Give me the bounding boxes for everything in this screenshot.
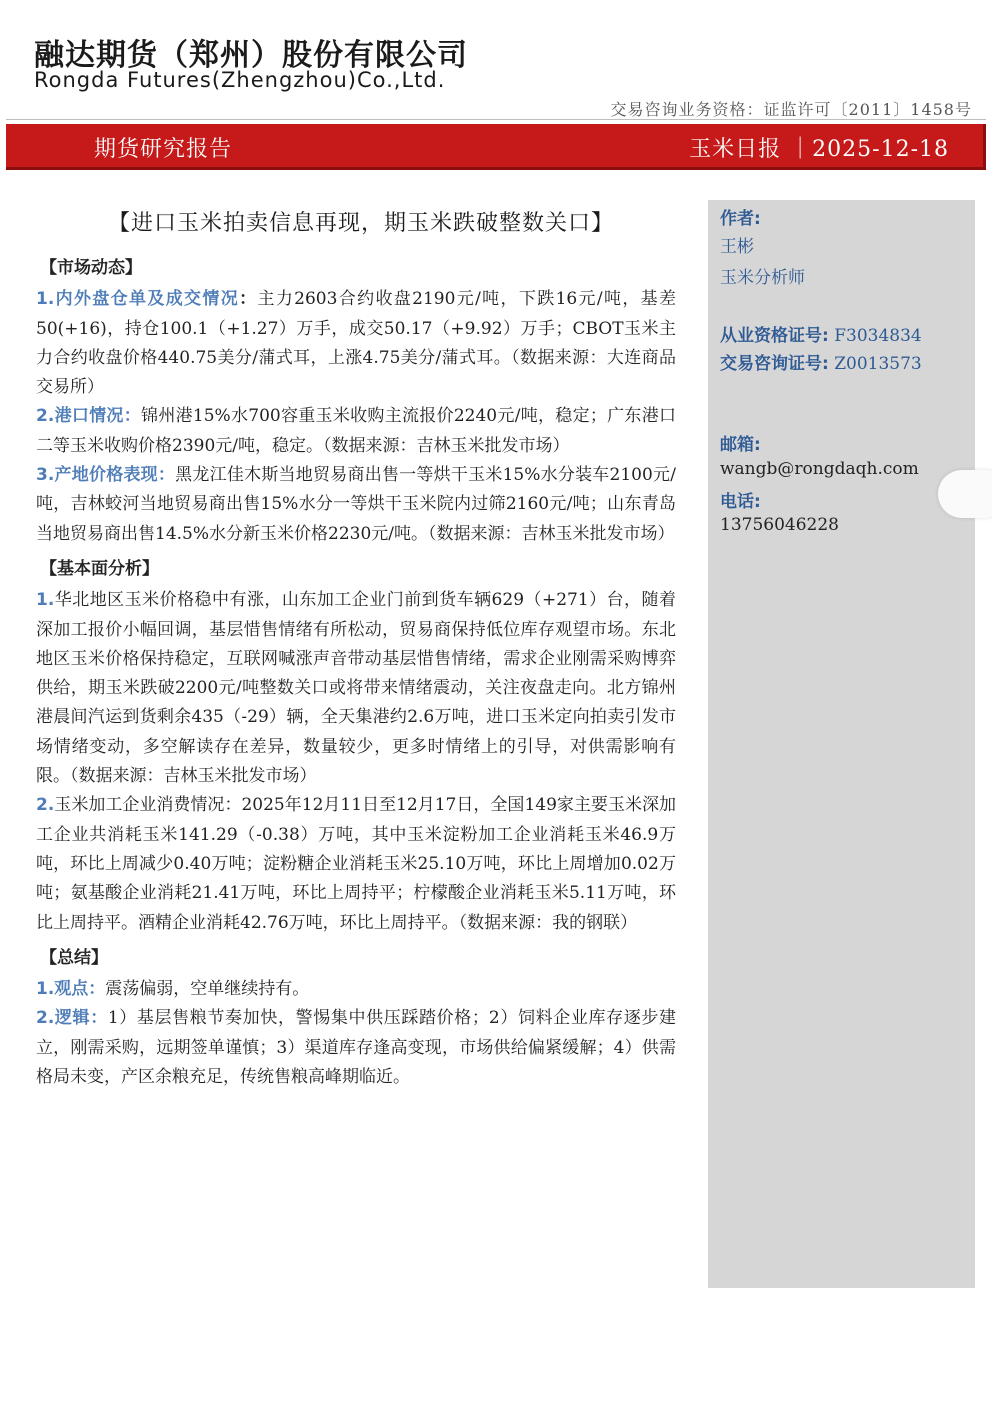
market-item-2: 2.港口情况：锦州港15%水700容重玉米收购主流报价2240元/吨，稳定；广东港口二等玉米收购价格2390元/吨，稳定。（数据来源：吉林玉米批发市场）: [36, 406, 677, 456]
license-text: 交易咨询业务资格：证监许可〔2011〕1458号: [610, 100, 972, 119]
fundamental-item-text: 玉米加工企业消费情况：2025年12月11日至12月17日，全国149家主要玉米深加工企业共消耗玉米141.29（-0.38）万吨，其中玉米淀粉加工企业消耗玉米46.9万吨，环比上周减少0.40万吨；淀粉糖企业消耗玉米25.10万吨，环比上周增加0.02万吨；氨基酸企业消耗21.41万吨，环比上周持平；柠檬酸企业消耗玉米5.11万吨，环比上周持平。酒精企业消耗42.76万吨，环比上周持平。（数据来源：我的钢联）: [36, 795, 676, 933]
item-number: 2.: [36, 795, 55, 816]
report-title: 【进口玉米拍卖信息再现，期玉米跌破整数关口】: [108, 211, 615, 236]
consult-label: 交易咨询证号:: [720, 354, 829, 374]
report-banner: [6, 124, 986, 170]
consult-value: Z0013573: [834, 354, 922, 374]
cert-value: F3034834: [834, 326, 922, 346]
summary-item-1: 1.观点：震荡偏弱，空单继续持有。: [36, 979, 310, 1000]
author-sidebar: [708, 200, 975, 1288]
author-label: 作者:: [720, 209, 761, 229]
market-item-text: 黑龙江佳木斯当地贸易商出售一等烘干玉米15%水分装车2100元/吨，吉林蛟河当地贸易商出售15%水分一等烘干玉米院内过筛2160元/吨；山东青岛当地贸易商出售14.5%水分新玉米价格2230元/吨。（数据来源：吉林玉米批发市场）: [36, 465, 676, 544]
summary-item-text: 震荡偏弱，空单继续持有。: [105, 979, 310, 1000]
fundamental-item-2: [36, 791, 676, 937]
section-heading-market: 【市场动态】: [40, 258, 142, 278]
section-heading-fundamental: 【基本面分析】: [40, 558, 159, 579]
author-name: 王彬: [720, 237, 754, 257]
report-date: 玉米日报 ｜2025-12-18: [689, 137, 949, 162]
report-type: 期货研究报告: [94, 137, 233, 162]
report-body: [36, 250, 676, 1092]
market-item-label: 2.港口情况: [36, 406, 124, 427]
market-item-text: 锦州港15%水700容重玉米收购主流报价2240元/吨，稳定；广东港口二等玉米收购价格2390元/吨，稳定。（数据来源：吉林玉米批发市场）: [36, 406, 677, 456]
market-item-label: 1.内外盘仓单及成交情况: [36, 289, 240, 310]
summary-item-label: 1.观点: [36, 979, 89, 1000]
email-label: 邮箱:: [720, 435, 761, 455]
cert-label: 从业资格证号:: [720, 326, 829, 346]
header-divider: [6, 119, 986, 120]
section-heading-summary: 【总结】: [40, 947, 108, 968]
fundamental-item-text: 华北地区玉米价格稳中有涨，山东加工企业门前到货车辆629（+271）台，随着深加工报价小幅回调，基层惜售情绪有所松动，贸易商保持低位库存观望市场。东北地区玉米价格保持稳定，互联网喊涨声音带动基层惜售情绪，需求企业刚需采购博弈供给，期玉米跌破2200元/吨整数关口或将带来情绪震动，关注夜盘走向。北方锦州港晨间汽运到货剩余435（-29）辆，全天集港约2.6万吨，进口玉米定向拍卖引发市场情绪变动，多空解读存在差异，数量较少，更多时情绪上的引导，对供需影响有限。（数据来源：吉林玉米批发市场）: [36, 590, 676, 787]
company-name-en: Rongda Futures(Zhengzhou)Co.,Ltd.: [34, 68, 446, 92]
consult-row: [720, 349, 922, 374]
floating-toolbar-handle[interactable]: [938, 470, 992, 518]
market-item-label: 3.产地价格表现: [36, 465, 158, 486]
company-name-cn: 融达期货（郑州）股份有限公司: [34, 38, 468, 73]
item-number: 1.: [36, 590, 55, 611]
summary-item-label: 2.逻辑: [36, 1008, 91, 1029]
email-value[interactable]: wangb@rongdaqh.com: [720, 459, 919, 479]
author-title: 玉米分析师: [720, 268, 805, 288]
summary-item-text: 1）基层售粮节奏加快，警惕集中供压踩踏价格；2）饲料企业库存逐步建立，刚需采购，远期签单谨慎；3）渠道库存逢高变现，市场供给偏紧缓解；4）供需格局未变，产区余粮充足，传统售粮高峰期临近。: [36, 1008, 676, 1088]
market-item-text: 主力2603合约收盘2190元/吨，下跌16元/吨，基差50(+16)，持仓100.1（+1.27）万手，成交50.17（+9.92）万手；CBOT玉米主力合约收盘价格440.75美分/蒲式耳，上涨4.75美分/蒲式耳。（数据来源：大连商品交易所）: [36, 289, 677, 398]
phone-label: 电话:: [720, 492, 761, 512]
summary-item-2: 2.逻辑：1）基层售粮节奏加快，警惕集中供压踩踏价格；2）饲料企业库存逐步建立，刚需采购，远期签单谨慎；3）渠道库存逢高变现，市场供给偏紧缓解；4）供需格局未变，产区余粮充足，传统售粮高峰期临近。: [36, 1008, 676, 1088]
market-item-1: 1.内外盘仓单及成交情况：主力2603合约收盘2190元/吨，下跌16元/吨，基差50(+16)，持仓100.1（+1.27）万手，成交50.17（+9.92）万手；CBOT玉米主力合约收盘价格440.75美分/蒲式耳，上涨4.75美分/蒲式耳。（数据来源：大连商品交易所）: [36, 289, 677, 398]
cert-row: [720, 321, 922, 346]
phone-value: 13756046228: [720, 515, 839, 535]
fundamental-item-1: [36, 586, 676, 791]
market-item-3: 3.产地价格表现：黑龙江佳木斯当地贸易商出售一等烘干玉米15%水分装车2100元/吨，吉林蛟河当地贸易商出售15%水分一等烘干玉米院内过筛2160元/吨；山东青岛当地贸易商出售14.5%水分新玉米价格2230元/吨。（数据来源：吉林玉米批发市场）: [36, 465, 676, 544]
